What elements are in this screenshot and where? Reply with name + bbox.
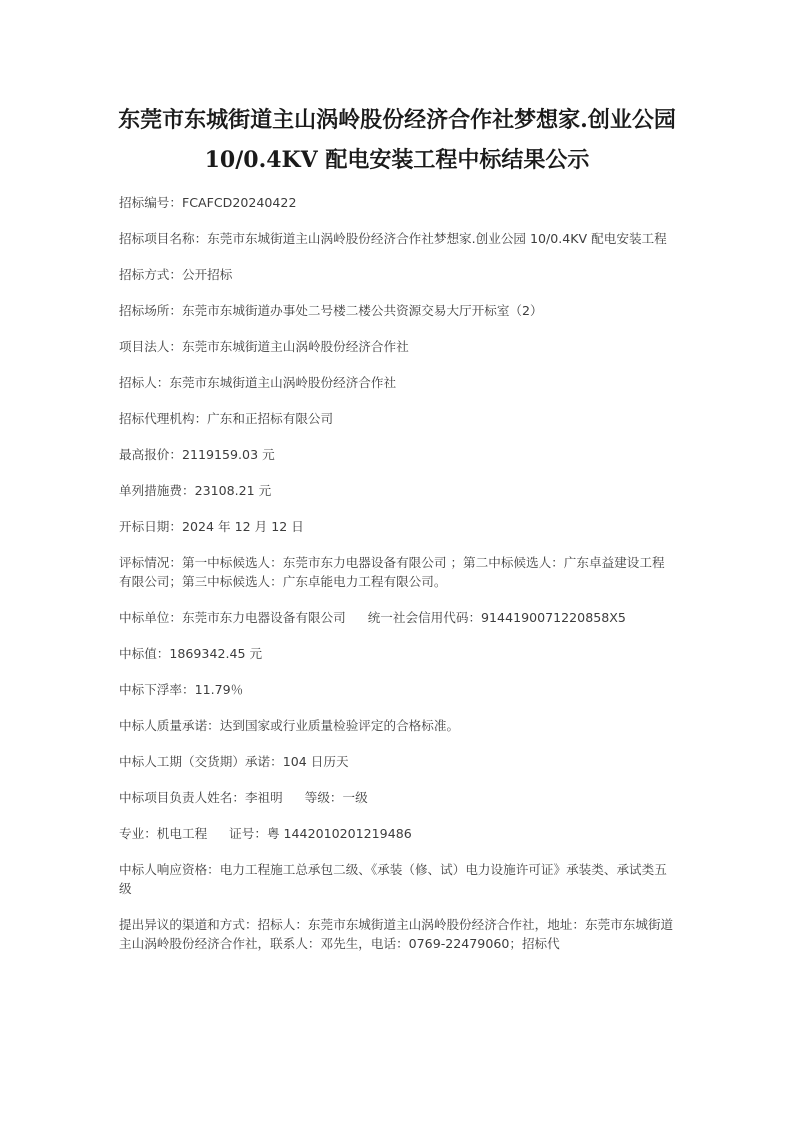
project-manager: 中标项目负责人姓名：李祖明: [119, 790, 283, 805]
project-legal-person: 项目法人：东莞市东城街道主山涡岭股份经济合作社: [119, 339, 409, 354]
tenderer: 招标人：东莞市东城街道主山涡岭股份经济合作社: [119, 375, 397, 390]
specialty: 专业：机电工程: [119, 826, 208, 841]
evaluation-result: 评标情况：第一中标候选人：东莞市东力电器设备有限公司 ；第二中标候选人：广东卓益建设工程有限公司；第三中标候选人：广东卓能电力工程有限公司。: [119, 555, 665, 589]
tender-method: 招标方式：公开招标: [119, 267, 233, 282]
tender-agency: 招标代理机构：广东和正招标有限公司: [119, 411, 334, 426]
winner-row: [119, 608, 677, 627]
separate-measures-fee: 单列措施费：23108.21 元: [119, 483, 272, 498]
qualifications: 中标人响应资格：电力工程施工总承包二级、《承装（修、试）电力设施许可证》承装类、承试类五级: [119, 862, 667, 896]
tender-number: 招标编号：FCAFCD20240422: [119, 195, 297, 210]
manager-grade: 等级：一级: [304, 790, 368, 805]
opening-date: 开标日期：2024 年 12 月 12 日: [119, 519, 304, 534]
winning-price: 中标值：1869342.45 元: [119, 646, 263, 661]
manager-row: [119, 788, 677, 807]
credit-code: 统一社会信用代码：9144190071220858X5: [367, 610, 626, 625]
specialty-row: [119, 824, 677, 843]
discount-rate: 中标下浮率：11.79％: [119, 682, 244, 697]
notice-fields: [119, 193, 677, 970]
project-name: 招标项目名称：东莞市东城街道主山涡岭股份经济合作社梦想家.创业公园 10/0.4KV 配电安装工程: [119, 231, 667, 246]
certificate-number: 证号：粤 1442010201219486: [229, 826, 412, 841]
winning-company: 中标单位：东莞市东力电器设备有限公司: [119, 610, 346, 625]
construction-duration: 中标人工期（交货期）承诺：104 日历天: [119, 754, 349, 769]
max-price: 最高报价：2119159.03 元: [119, 447, 275, 462]
objection-channel: 提出异议的渠道和方式：招标人：东莞市东城街道主山涡岭股份经济合作社，地址：东莞市东城街道主山涡岭股份经济合作社，联系人：邓先生，电话：0769-22479060；招标代: [119, 917, 674, 951]
tender-venue: 招标场所：东莞市东城街道办事处二号楼二楼公共资源交易大厅开标室（2）: [119, 303, 543, 318]
quality-commitment: 中标人质量承诺：达到国家或行业质量检验评定的合格标准。: [119, 718, 460, 733]
document-title: 东莞市东城街道主山涡岭股份经济合作社梦想家.创业公园 10/0.4KV 配电安装工程中标结果公示: [118, 107, 676, 173]
